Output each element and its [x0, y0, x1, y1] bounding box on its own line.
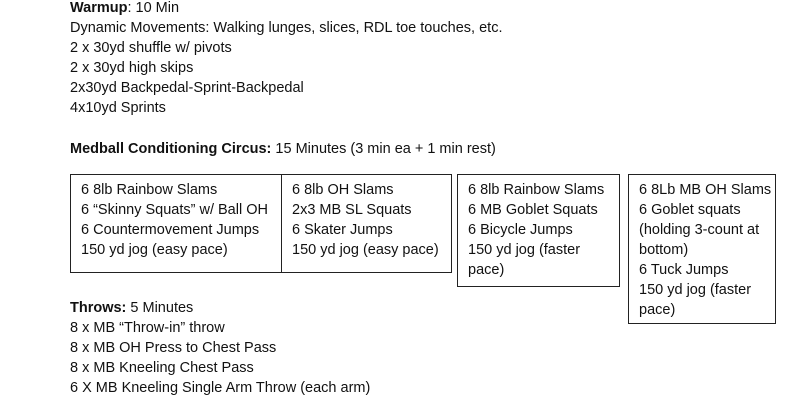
warmup-item: 2 x 30yd shuffle w/ pivots [70, 40, 232, 56]
station-item: 6 Goblet squats (holding 3-count at bottom) [639, 202, 760, 258]
station-item: 6 8lb OH Slams [292, 182, 394, 198]
station-item: 6 Tuck Jumps [639, 262, 729, 278]
station-item: 150 yd jog (easy pace) [81, 242, 228, 258]
circus-station-1 [70, 174, 282, 273]
station-item: 6 Bicycle Jumps [468, 222, 573, 238]
circus-heading-line [70, 139, 496, 159]
station-item: 6 Skater Jumps [292, 222, 393, 238]
throws-heading: Throws: [70, 300, 127, 316]
warmup-heading: Warmup [70, 0, 128, 16]
circus-station-3 [457, 174, 620, 287]
circus-station-2 [281, 174, 452, 273]
warmup-duration: : 10 Min [127, 0, 180, 16]
throws-item: 6 X MB Kneeling Single Arm Throw (each arm) [70, 380, 371, 396]
warmup-item: Dynamic Movements: Walking lunges, slices, RDL toe touches, etc. [70, 20, 503, 36]
station-item: 150 yd jog (easy pace) [292, 242, 439, 258]
circus-duration: 15 Minutes (3 min ea + 1 min rest) [271, 141, 496, 157]
warmup-item: 4x10yd Sprints [70, 100, 166, 116]
circus-station-4 [628, 174, 776, 324]
throws-item: 8 x MB OH Press to Chest Pass [70, 340, 277, 356]
throws-section [70, 298, 370, 398]
station-item: 6 8lb Rainbow Slams [468, 182, 605, 198]
throws-heading-line [70, 298, 370, 318]
station-item: 6 8lb Rainbow Slams [81, 182, 218, 198]
station-item: 6 Countermovement Jumps [81, 222, 260, 238]
station-item: 6 MB Goblet Squats [468, 202, 598, 218]
station-item: 6 8Lb MB OH Slams [639, 182, 772, 198]
station-item: 2x3 MB SL Squats [292, 202, 412, 218]
station-item: 6 “Skinny Squats” w/ Ball OH [81, 202, 268, 218]
throws-item: 8 x MB “Throw-in” throw [70, 320, 225, 336]
station-item: 150 yd jog (faster pace) [639, 282, 752, 318]
warmup-heading-line [70, 0, 503, 18]
circus-heading: Medball Conditioning Circus: [70, 141, 272, 157]
throws-item: 8 x MB Kneeling Chest Pass [70, 360, 254, 376]
warmup-section [70, 0, 503, 118]
station-item: 150 yd jog (faster pace) [468, 242, 581, 278]
throws-duration: 5 Minutes [126, 300, 194, 316]
warmup-item: 2 x 30yd high skips [70, 60, 194, 76]
warmup-item: 2x30yd Backpedal-Sprint-Backpedal [70, 80, 304, 96]
